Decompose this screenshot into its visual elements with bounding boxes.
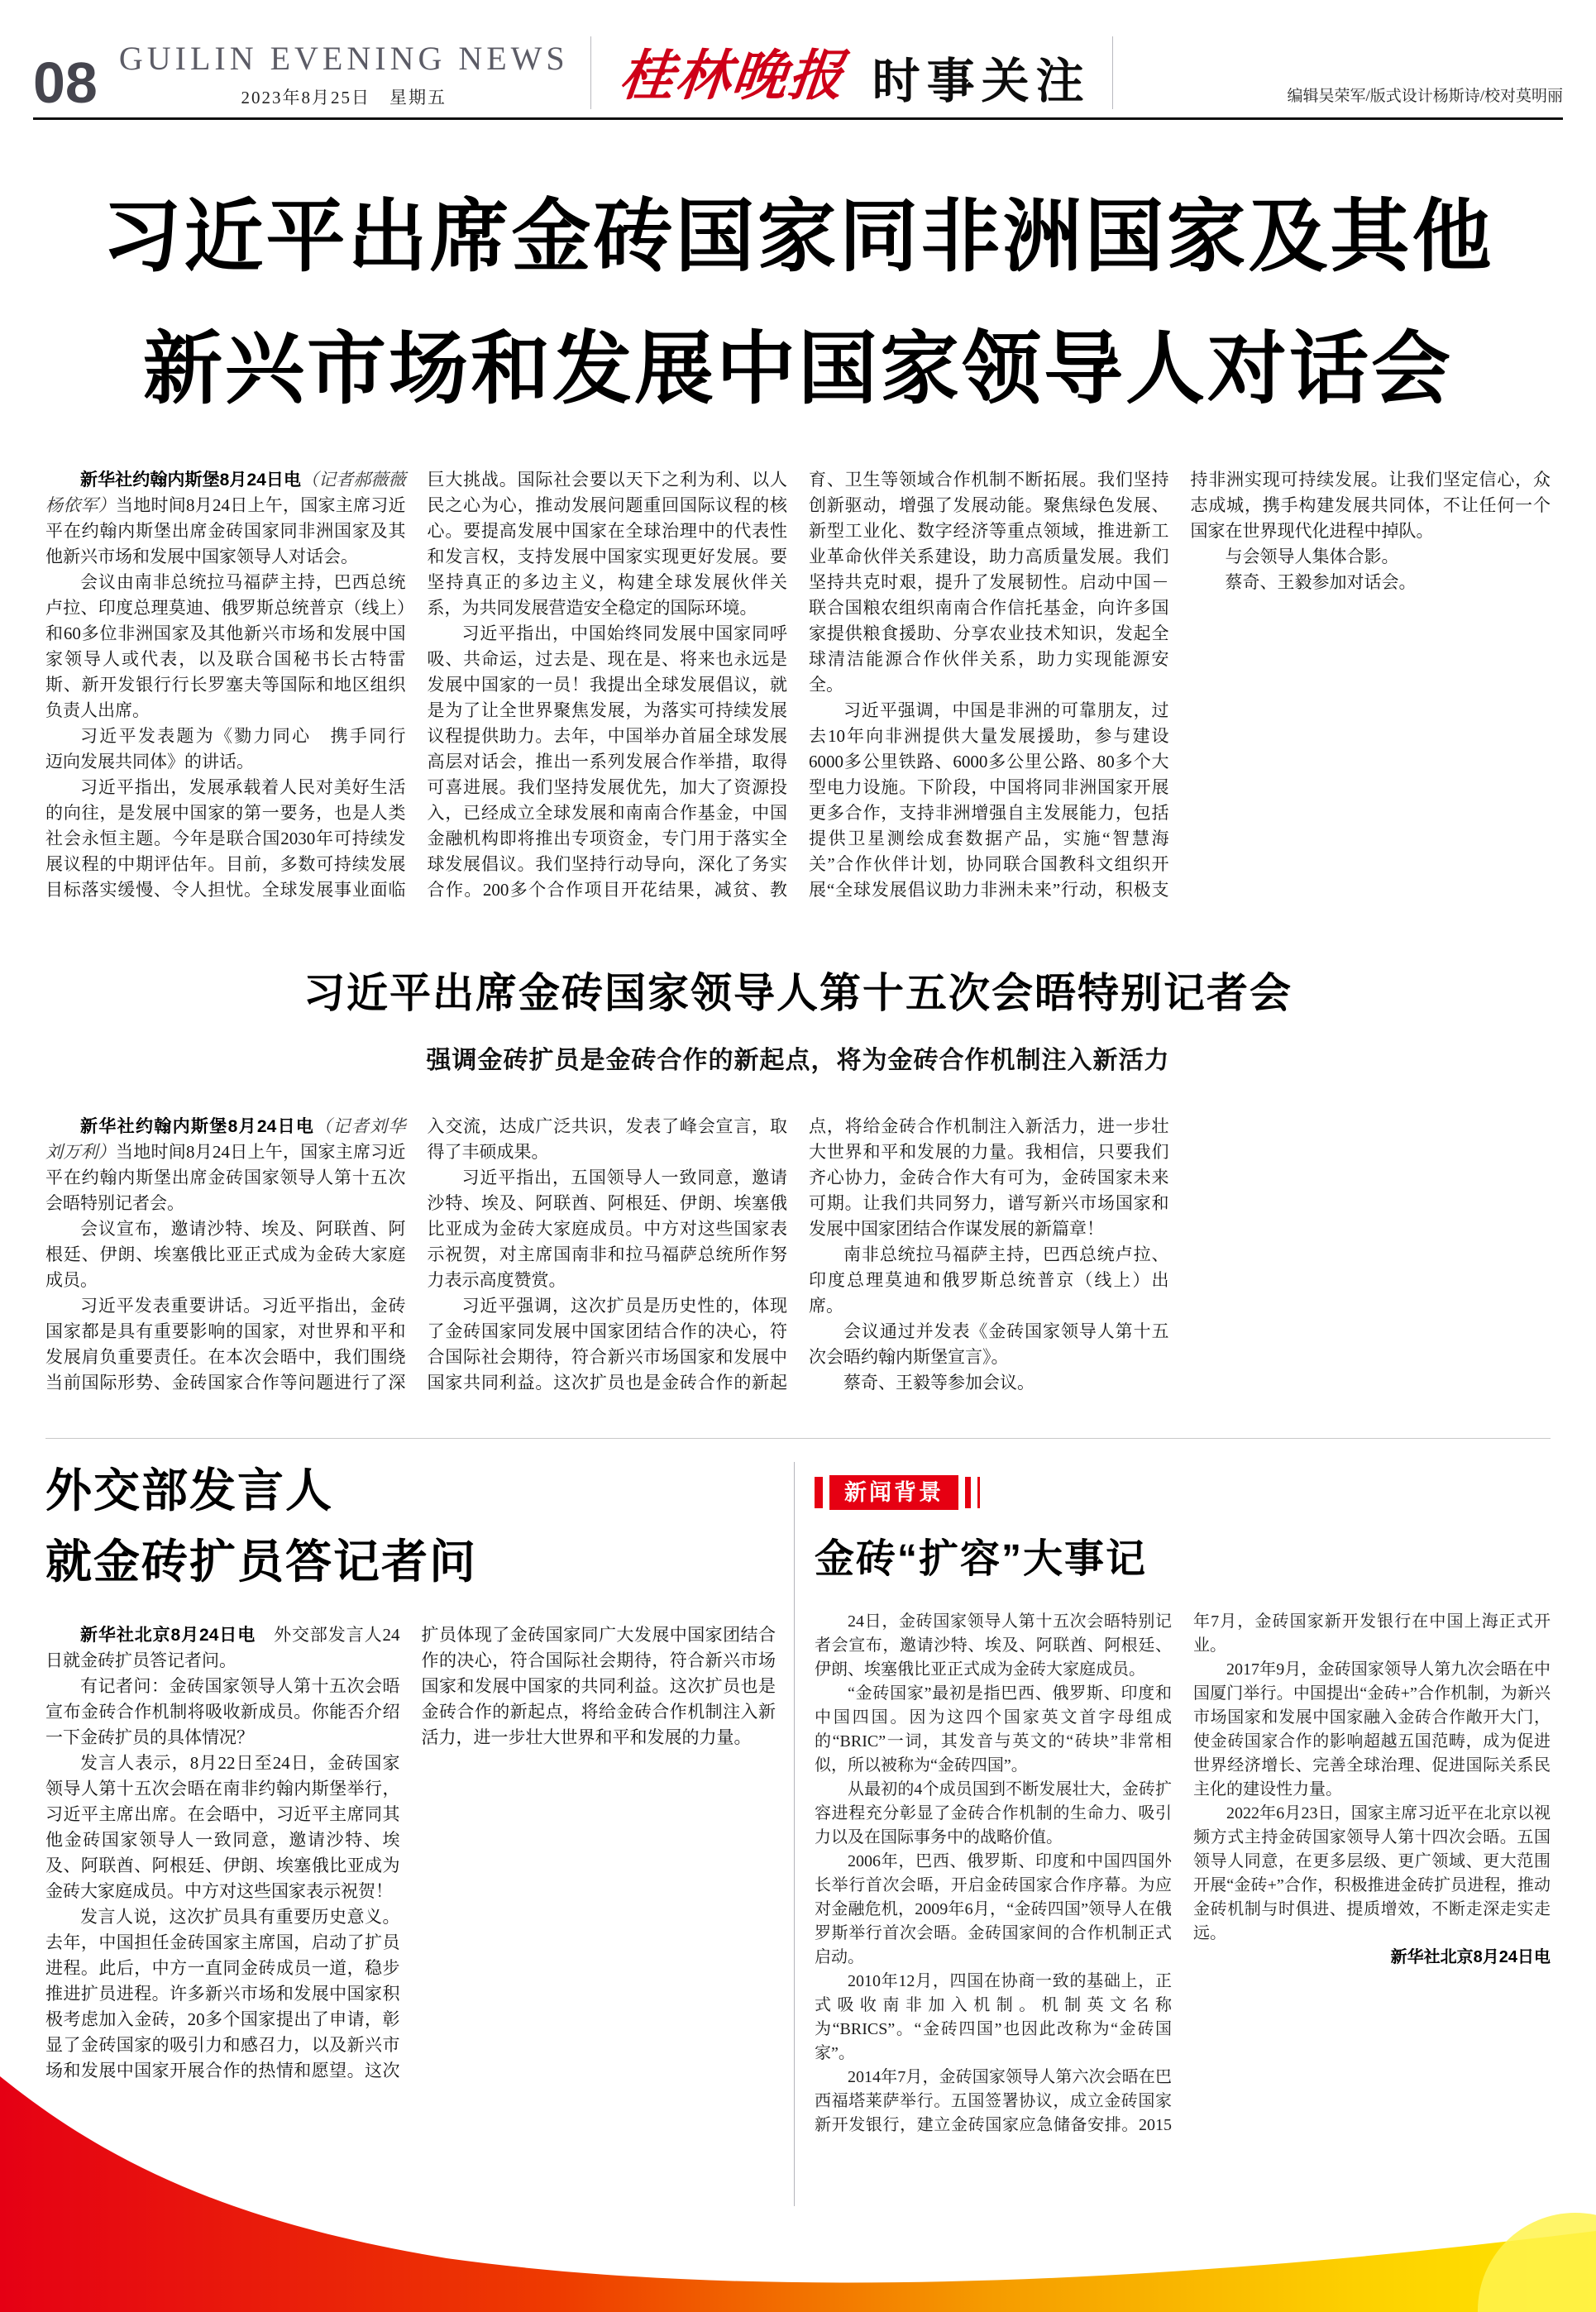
article1-lead-paragraph (45, 467, 423, 570)
paragraph: 2006年，巴西、俄罗斯、印度和中国四国外长举行首次会晤，开启金砖国家合作序幕。为应对金融危机，2009年6月，“金砖四国”领导人在俄罗斯举行首次会晤。金砖国家间的合作机制正式启动。 (815, 1852, 1172, 1967)
article4-title: 金砖“扩容”大事记 (815, 1537, 1148, 1582)
article3-dateline: 新华社北京8月24日电 (80, 1626, 256, 1645)
article3-title-line2: 就金砖扩员答记者问 (45, 1536, 477, 1588)
paragraph: 习近平指出，中国始终同发展中国家同呼吸、共命运，过去是、现在是、将来也永远是发展中国家的一员！我提出全球发展倡议，就是为了让全世界聚焦发展，为落实可持续发展议程提供助力。去年，中国举办首届全球发展高层对话会，推出一系列发展合作举措，取得可喜进展。我们坚持发展优先，加大了资源投入，已经成立全球发展和南南合作基金，中国金融机构即将推出专项资金，专门用于落实全球发展倡议。我们坚持行动导向，深化了务实合作。200多个合作项目开花结果，减贫、教育、卫生等领域合作机制不断拓展。我们坚持创新驱动，增强了发展动能。聚焦绿色发展、新型工业化、数字经济等重点领域，推进新工业革命伙伴关系建设，助力高质量发展。我们坚持共克时艰，提升了发展韧性。启动中国－联合国粮农组织南南合作信托基金，向许多国家提供粮食援助、分享农业技术知识，发起全球清洁能源合作伙伴关系，助力实现能源安全。 (427, 470, 1169, 900)
article-press-conference (0, 968, 1596, 1412)
paragraph: 习近平指出，发展承载着人民对美好生活的向往，是发展中国家的第一要务，也是人类社会永恒主题。今年是联合国2030年可持续发展议程的中期评估年。目前，多数可持续发展目标落实缓慢、令人担忧。全球发展事业面临巨大挑战。国际社会要以天下之利为利、以人民之心为心，推动发展问题重回国际议程的核心。要提高发展中国家在全球治理中的代表性和发言权，支持发展中国家实现更好发展。要坚持真正的多边主义，构建全球发展伙伴关系，为共同发展营造安全稳定的国际环境。 (45, 470, 787, 900)
article2-headline: 习近平出席金砖国家领导人第十五次会晤特别记者会 (303, 970, 1293, 1016)
article2-lead-paragraph (45, 1114, 423, 1216)
bottom-gradient-ribbon (0, 2006, 1596, 2312)
paragraph: 24日，金砖国家领导人第十五次会晤特别记者会宣布，邀请沙特、埃及、阿联酋、阿根廷、伊朗、埃塞俄比亚正式成为金砖大家庭成员。 (815, 1612, 1172, 1679)
article3-title-line1: 外交部发言人 (45, 1464, 333, 1517)
masthead-date: 2023年8月25日 星期五 (241, 88, 447, 107)
paragraph: 发言人说，这次扩员具有重要历史意义。去年，中国担任金砖国家主席国，启动了扩员进程。此后，中方一直同金砖成员一道，稳步推进扩员进程。许多新兴市场和发展中国家积极考虑加入金砖，20多个国家提出了申请，彰显了金砖国家的吸引力和感召力，以及新兴市场和发展中国家开展合作的热情和愿望。这次扩员体现了金砖国家同广大发展中国家团结合作的决心，符合国际社会期待，符合新兴市场国家和发展中国家的共同利益。这次扩员也是金砖合作的新起点，将给金砖合作机制注入新活力，进一步壮大世界和平和发展的力量。 (45, 1625, 776, 2080)
badge-bar-icon (815, 1477, 823, 1508)
section-title: 时事关注 (872, 55, 1091, 108)
paragraph: 新华社北京8月24日电 (1390, 1948, 1551, 1967)
paragraph: “金砖国家”最初是指巴西、俄罗斯、印度和中国四国。因为这四个国家英文首字母组成的“BRIC”一词，其发音与英文的“砖块”非常相似，所以被称为“金砖四国”。 (815, 1684, 1172, 1775)
masthead-english-title: GUILIN EVENING NEWS (118, 40, 569, 77)
masthead-left (33, 39, 569, 115)
article1-headline-line2: 新兴市场和发展中国家领导人对话会 (143, 325, 1453, 413)
article2-dateline: 新华社约翰内斯堡8月24日电 (80, 1117, 315, 1136)
article3-lead-text: 外交部发言人24日就金砖扩员答记者问。 (45, 1625, 400, 1670)
paragraph: 会议由南非总统拉马福萨主持，巴西总统卢拉、印度总理莫迪、俄罗斯总统普京（线上）和60多位非洲国家及其他新兴市场和发展中国家领导人或代表，以及联合国秘书长古特雷斯、新开发银行行长罗塞夫等国际和地区组织负责人出席。 (45, 572, 406, 720)
newspaper-logo: 桂林晚报 (616, 46, 848, 107)
paragraph: 南非总统拉马福萨主持，巴西总统卢拉、印度总理莫迪和俄罗斯总统普京（线上）出席。 (809, 1244, 1169, 1316)
article2-lead-text: 当地时间8月24日上午，国家主席习近平在约翰内斯堡出席金砖国家领导人第十五次会晤特别记者会。 (45, 1142, 406, 1213)
article1-headline (0, 171, 1596, 436)
news-background-badge: 新闻背景 (829, 1475, 958, 1510)
article1-reporters: （记者郝薇薇 杨依军） (45, 470, 423, 515)
article2-subtitle: 强调金砖扩员是金砖合作的新起点，将为金砖合作机制注入新活力 (426, 1047, 1170, 1074)
paragraph: 2022年6月23日，国家主席习近平在北京以视频方式主持金砖国家领导人第十四次会晤。五国领导人同意，在更多层级、更广领域、更大范围开展“金砖+”合作，积极推进金砖扩员进程，推动金砖机制与时俱进、提质增效，不断走深走实走远。 (1193, 1804, 1551, 1943)
article1-body (45, 467, 1551, 905)
paragraph: 2014年7月，金砖国家领导人第六次会晤在巴西福塔莱萨举行。五国签署协议，成立金砖国家新开发银行，建立金砖国家应急储备安排。2015年7月，金砖国家新开发银行在中国上海正式开业。 (815, 1612, 1551, 2135)
article2-body (45, 1114, 1551, 1412)
paragraph: 习近平指出，五国领导人一致同意，邀请沙特、埃及、阿联酋、阿根廷、伊朗、埃塞俄比亚成为金砖大家庭成员。中方对这些国家表示祝贺，对主席国南非和拉马福萨总统所作努力表示高度赞赏。 (427, 1168, 787, 1290)
paragraph: 习近平强调，中国是非洲的可靠朋友，过去10年向非洲提供大量发展援助，参与建设6000多公里铁路、6000多公里公路、80多个大型电力设施。下阶段，中国将同非洲国家开展更多合作，支持非洲增强自主发展能力，包括提供卫星测绘成套数据产品，实施“智慧海关”合作伙伴计划，协同联合国教科文组织开展“全球发展倡议助力非洲未来”行动，积极支持非洲实现可持续发展。让我们坚定信心，众志成城，携手构建发展共同体，不让任何一个国家在世界现代化进程中掉队。 (809, 470, 1551, 900)
ribbon-circle-accent (1478, 2213, 1596, 2312)
editors-credit: 编辑吴荣军/版式设计杨斯诗/校对莫明丽 (1287, 88, 1563, 105)
paragraph: 蔡奇、王毅参加对话会。 (1225, 572, 1417, 592)
paragraph: 习近平强调，这次扩员是历史性的，体现了金砖国家同发展中国家团结合作的决心，符合国际社会期待，符合新兴市场国家和发展中国家共同利益。这次扩员也是金砖合作的新起点，将给金砖合作机制注入新活力，进一步壮大世界和平和发展的力量。我相信，只要我们齐心协力，金砖合作大有可为，金砖国家未来可期。让我们共同努力，谱写新兴市场国家和发展中国家团结合作谋发展的新篇章！ (427, 1116, 1169, 1392)
paragraph: 蔡奇、王毅等参加会议。 (843, 1373, 1035, 1392)
article3-title (45, 1455, 776, 1598)
badge-bar-icon (977, 1477, 980, 1508)
paragraph: 发言人表示，8月22日至24日，金砖国家领导人第十五次会晤在南非约翰内斯堡举行，习近平主席出席。在会晤中，习近平主席同其他金砖国家领导人一致同意，邀请沙特、埃及、阿联酋、阿根廷、伊朗、埃塞俄比亚成为金砖大家庭成员。中方对这些国家表示祝贺！ (45, 1753, 400, 1901)
section-divider (45, 1438, 1551, 1439)
article1-dateline: 新华社约翰内斯堡8月24日电 (80, 471, 302, 490)
header-rule (33, 117, 1563, 120)
article1-lead-text: 当地时间8月24日上午，国家主席习近平在约翰内斯堡出席金砖国家同非洲国家及其他新兴市场和发展中国家领导人对话会。 (45, 495, 406, 566)
paragraph: 会议通过并发表《金砖国家领导人第十五次会晤约翰内斯堡宣言》。 (809, 1321, 1169, 1367)
paragraph: 习近平发表题为《勠力同心 携手同行 迈向发展共同体》的讲话。 (45, 726, 423, 771)
masthead-title-block (119, 39, 569, 109)
masthead (0, 0, 1596, 117)
article1-headline-line1: 习近平出席金砖国家同非洲国家及其他 (102, 193, 1494, 281)
paragraph: 与会领导人集体合影。 (1225, 547, 1399, 566)
paragraph: 从最初的4个成员国到不断发展壮大，金砖扩容进程充分彰显了金砖合作机制的生命力、吸引力以及在国际事务中的战略价值。 (815, 1780, 1172, 1847)
paragraph: 有记者问：金砖国家领导人第十五次会晤宣布金砖合作机制将吸收新成员。你能否介绍一下金砖扩员的具体情况？ (45, 1676, 400, 1747)
article-dialogue (0, 171, 1596, 905)
paragraph: 2010年12月，四国在协商一致的基础上，正式吸收南非加入机制。机制英文名称为“BRICS”。“金砖四国”也因此改称为“金砖国家”。 (815, 1972, 1172, 2063)
news-background-badge-row (815, 1455, 1551, 1510)
paragraph: 会议宣布，邀请沙特、埃及、阿联酋、阿根廷、伊朗、埃塞俄比亚正式成为金砖大家庭成员。 (45, 1219, 406, 1290)
masthead-divider-right (1112, 36, 1113, 109)
page-number: 08 (33, 50, 98, 115)
article3-lead-paragraph (45, 1622, 400, 1674)
badge-bar-icon (965, 1477, 971, 1508)
masthead-divider-left (590, 36, 591, 109)
paragraph: 习近平发表重要讲话。习近平指出，金砖国家都是具有重要影响的国家，对世界和平和发展肩负重要责任。在本次会晤中，我们围绕当前国际形势、金砖国家合作等问题进行了深入交流，达成广泛共识，发表了峰会宣言，取得了丰硕成果。 (45, 1116, 787, 1392)
paragraph: 2017年9月，金砖国家领导人第九次会晤在中国厦门举行。中国提出“金砖+”合作机制，为新兴市场国家和发展中国家融入金砖合作敞开大门，使金砖国家合作的影响超越五国范畴，成为促进世界经济增长、完善全球治理、促进国际关系民主化的建设性力量。 (1193, 1660, 1551, 1799)
article2-reporters: （记者刘华 刘万利） (45, 1116, 423, 1162)
